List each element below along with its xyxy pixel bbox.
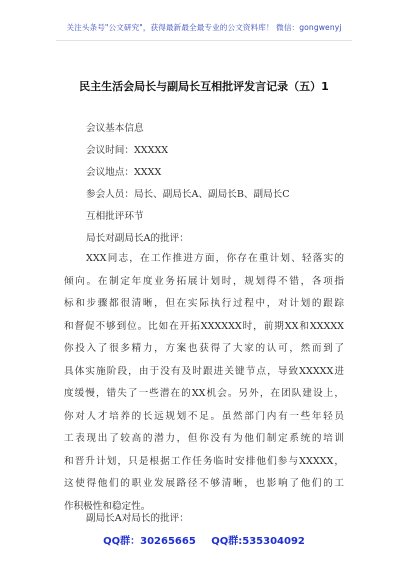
qq-group-1: QQ群：30265665	[103, 536, 196, 547]
body-line: 你对人才培养的长远规划不足。虽然部门内有一些年轻员	[64, 410, 344, 422]
meeting-place: 会议地点：XXXX	[86, 167, 162, 178]
criticism-intro: 局长对副局长A的批评：	[86, 233, 189, 244]
qq-group-2: QQ群:535304092	[211, 536, 305, 547]
body-line: 具体实施阶段，由于没有及时跟进关键节点，导致XXXXX进	[64, 365, 344, 377]
document-title: 民主生活会局长与副局长互相批评发言记录（五）1	[79, 80, 329, 93]
section-heading: 互相批评环节	[86, 211, 144, 222]
body-line: 标和步骤都很清晰，但在实际执行过程中，对计划的跟踪	[64, 298, 344, 309]
body-line: 和晋升计划，只是根据工作任务临时安排他们参与XXXXX，	[64, 455, 344, 467]
body-line: 作积极性和稳定性。	[64, 500, 151, 512]
body-line: 你投入了很多精力，方案也获得了大家的认可，然而到了	[64, 343, 344, 354]
header-divider	[56, 40, 352, 41]
attendees: 参会人员：局长、副局长A、副局长B、副局长C	[86, 189, 290, 200]
header-banner: 关注头条号"公文研究"，获得最新最全最专业的公文资料库！ 微信：gongwenyj	[66, 23, 342, 32]
body-line: 倾向。在制定年度业务拓展计划时，规划得不错，各项指	[64, 275, 344, 287]
body-line: 这使得他们的职业发展路径不够清晰，也影响了他们的工	[64, 478, 344, 489]
meeting-time: 会议时间：XXXXX	[86, 145, 169, 156]
body-line: XXX同志，在工作推进方面，你存在重计划、轻落实的	[86, 253, 344, 264]
meeting-info-heading: 会议基本信息	[86, 123, 144, 134]
body-line: 和督促不够到位。比如在开拓XXXXXX时，前期XX和XXXXX	[64, 320, 344, 332]
criticism-body	[64, 248, 344, 518]
body-line: 工表现出了较高的潜力，但你没有为他们制定系统的培训	[64, 433, 344, 444]
criticism-intro-2: 副局长A对局长的批评：	[86, 513, 189, 524]
body-line: 度缓慢，错失了一些潜在的XX机会。另外，在团队建设上，	[64, 388, 344, 399]
footer-contacts	[0, 532, 408, 547]
